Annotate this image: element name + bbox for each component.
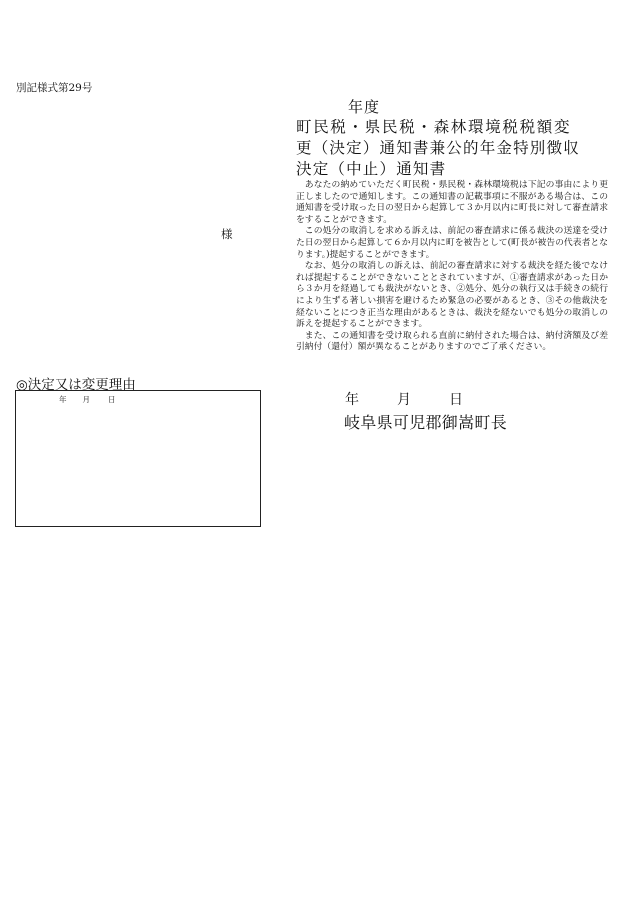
issue-date-day: 日 [449, 392, 463, 408]
reason-date-year: 年 [59, 395, 67, 404]
reason-box [15, 390, 261, 527]
notice-body [296, 180, 608, 354]
issuer-name: 岐阜県可児郡御嵩町長 [344, 413, 508, 432]
notice-paragraph-2: この処分の取消しを求める訴えは、前記の審査請求に係る裁決の送達を受けた日の翌日から起算して６か月以内に町を被告として(町長が被告の代表者となります。)提起することができます。 [296, 226, 608, 260]
title-line-2: 更（決定）通知書兼公的年金特別徴収 [296, 139, 580, 157]
reason-heading: ◎決定又は変更理由 [16, 377, 136, 393]
title-line-1: 町民税・県民税・森林環境税税額変 [296, 118, 572, 136]
notice-paragraph-1: あなたの納めていただく町民税・県民税・森林環境税は下記の事由により更正しましたので通知します。この通知書の記載事項に不服がある場合は、この通知書を受け取った日の翌日から起算して３か月以内に町長に対して審査請求をすることができます。 [296, 180, 608, 225]
reason-date-day: 日 [108, 395, 116, 404]
issue-date [345, 389, 463, 409]
form-number: 別記様式第29号 [16, 82, 93, 94]
issue-date-month: 月 [397, 392, 411, 408]
reason-date-month: 月 [82, 395, 90, 404]
notice-paragraph-4: また、この通知書を受け取られる直前に納付された場合は、納付済額及び差引納付（還付）額が異なることがありますのでご了承ください。 [296, 330, 608, 353]
reason-date [59, 394, 116, 405]
title-line-3: 決定（中止）通知書 [296, 160, 447, 178]
recipient-salutation: 様 [221, 227, 233, 241]
document-title [296, 117, 610, 180]
fiscal-year-label: 年度 [348, 98, 381, 116]
notice-paragraph-3: なお、処分の取消しの訴えは、前記の審査請求に対する裁決を経た後でなければ提起することができないこととされていますが、①審査請求があった日から３か月を経過しても裁決がないとき、②処分、処分の執行又は手続きの続行により生ずる著しい損害を避けるため緊急の必要があるとき、③その他裁決を経ないことにつき正当な理由があるときは、裁決を経ないでも処分の取消しの訴えを提起することができます。 [296, 261, 608, 330]
issue-date-year: 年 [345, 392, 359, 408]
